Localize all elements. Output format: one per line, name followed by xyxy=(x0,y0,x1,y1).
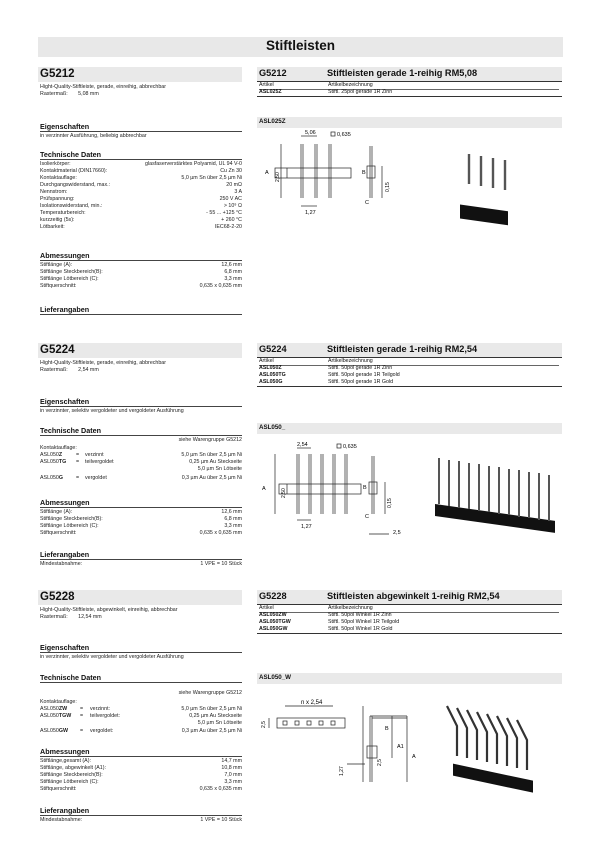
abm-value: 12,6 mm xyxy=(221,509,242,515)
tech-block xyxy=(40,426,242,487)
right-code: G5212 xyxy=(259,68,287,78)
kontakt-label: Kontaktauflage: xyxy=(40,699,77,705)
pins xyxy=(283,721,335,725)
table-row xyxy=(259,626,559,633)
variant-eq: = xyxy=(80,706,84,712)
tech-value: 3 A xyxy=(234,189,242,195)
variants-table xyxy=(40,684,242,740)
abm-value: 0,635 x 0,635 mm xyxy=(199,530,242,536)
tech-label: Isolierkörper: xyxy=(40,161,71,167)
eigenschaften-title: Eigenschaften xyxy=(40,397,242,407)
variant-desc: teilvergoldet xyxy=(85,459,114,465)
abm-label: Stiftlänge,gesamt (A): xyxy=(40,758,91,764)
article-code: ASL050G xyxy=(259,379,283,385)
square-icon xyxy=(331,132,335,136)
eigenschaften-title: Eigenschaften xyxy=(40,122,242,132)
article-code: ASL050ZW xyxy=(259,612,287,618)
drawing-label: ASL025Z xyxy=(259,118,286,125)
liefer-block xyxy=(40,305,242,315)
tech-label: Kontaktmaterial (DIN17660): xyxy=(40,168,108,174)
dim-square: 0,635 xyxy=(343,444,357,450)
dim-c: C xyxy=(365,200,369,206)
liefer-block xyxy=(40,550,242,569)
pins xyxy=(301,144,331,198)
dim-a: A xyxy=(265,170,269,176)
variant-row xyxy=(40,475,242,482)
variant-row xyxy=(40,452,242,459)
tech-label: Temperaturbereich: xyxy=(40,210,86,216)
technical-drawing-1 xyxy=(257,126,562,226)
variant-row xyxy=(40,459,242,466)
dim-height: 2,50 xyxy=(275,172,281,182)
table-row xyxy=(259,365,559,372)
article-desc: Stiftl. 50pol gerade 1R Zinn xyxy=(328,365,393,371)
abm-label: Stiftlänge (A): xyxy=(40,262,73,268)
raster-label: Rastermaß: xyxy=(40,614,68,620)
section-code: G5228 xyxy=(40,591,75,603)
abmessungen-table xyxy=(40,262,242,292)
article-table xyxy=(259,82,559,102)
eigenschaften-title: Eigenschaften xyxy=(40,643,242,653)
article-code: ASL050TGW xyxy=(259,619,291,625)
raster-value: 12,54 mm xyxy=(78,614,102,620)
variant-suffix: GW xyxy=(58,728,68,734)
article-desc: Stiftl. 50pol Winkel 1R Teilgold xyxy=(328,619,400,625)
right-title: Stiftleisten gerade 1-reihig RM2,54 xyxy=(327,344,478,354)
eigenschaften-block xyxy=(40,397,242,415)
variant-eq: = xyxy=(76,452,80,458)
eigenschaften-text: in verzinnter, selektiv vergoldeter und vergoldeter Ausführung xyxy=(40,408,184,414)
abm-value: 14,7 mm xyxy=(221,758,242,764)
variant-suffix: Z xyxy=(58,452,63,458)
article-header: Artikel xyxy=(259,82,274,88)
dim-b-dim: 1,27 xyxy=(301,524,312,530)
raster-line xyxy=(40,367,99,374)
technical-drawing-3 xyxy=(257,686,562,796)
variant-value: 0,3 µm Au über 2,5 µm Ni xyxy=(181,728,242,734)
raster-label: Rastermaß: xyxy=(40,91,68,97)
abmessungen-table xyxy=(40,758,242,794)
tech-label: Isolationswiderstand, min.: xyxy=(40,203,103,209)
dim-b-dim: 1,27 xyxy=(305,210,316,216)
liefer-title: Lieferangaben xyxy=(40,550,242,560)
section-description: Hight-Quality-Stiftleiste, gerade, einreihig, abbrechbar xyxy=(40,84,167,90)
abm-value: 6,8 mm xyxy=(224,269,242,275)
eigenschaften-text: in verzinnter, selektiv vergoldeter und vergoldeter Ausführung xyxy=(40,654,184,660)
variant-value: 5,0 µm Sn über 2,5 µm Ni xyxy=(181,706,242,712)
abm-label: Stiftlänge Lötbereich (C): xyxy=(40,779,99,785)
liefer-label: Mindestabnahme: xyxy=(40,817,83,823)
variant-code: ASL050 xyxy=(40,459,59,465)
technical-drawing-2 xyxy=(257,434,562,544)
dim-side: 0,15 xyxy=(385,182,391,192)
article-code: ASL050TG xyxy=(259,372,286,378)
abm-value: 3,3 mm xyxy=(224,779,242,785)
variants-table xyxy=(40,437,242,487)
abm-label: Stiftquerschnitt: xyxy=(40,530,77,536)
article-desc: Stiftl. 50pol gerade 1R Gold xyxy=(328,379,394,385)
liefer-value: 1 VPE = 10 Stück xyxy=(200,561,242,567)
dim-b: B xyxy=(385,726,389,732)
article-rule-bottom xyxy=(257,96,562,97)
table-row xyxy=(259,372,559,379)
product-image xyxy=(460,154,508,225)
dim-b: B xyxy=(363,485,367,491)
variant-row xyxy=(40,713,242,720)
raster-value: 5,08 mm xyxy=(78,91,99,97)
variant-extra: 5,0 µm Sn Lötseite xyxy=(197,466,242,472)
table-row xyxy=(259,612,559,619)
dim-height: 2,50 xyxy=(281,488,287,498)
liefer-title: Lieferangaben xyxy=(40,305,242,315)
abm-label: Stiftlänge Lötbereich (C): xyxy=(40,523,99,529)
dim-b: B xyxy=(362,170,366,176)
variant-row xyxy=(40,728,242,735)
tech-block xyxy=(40,673,242,740)
tech-label: kurzzeitig (5s): xyxy=(40,217,75,223)
article-desc: Stiftl. 50pol Winkel 1R Zinn xyxy=(328,612,392,618)
abm-label: Stiftquerschnitt: xyxy=(40,283,77,289)
dim-square: 0,635 xyxy=(337,132,351,138)
liefer-label: Mindestabnahme: xyxy=(40,561,83,567)
tech-value: - 55 ... +125 °C xyxy=(206,210,242,216)
variant-eq: = xyxy=(76,475,80,481)
page-title: Stiftleisten xyxy=(265,38,335,53)
article-header: Artikelbezeichnung xyxy=(328,82,373,88)
abmessungen-table xyxy=(40,509,242,539)
dim-c: C xyxy=(365,514,369,520)
liefer-block xyxy=(40,806,242,825)
variant-value: 5,0 µm Sn über 2,5 µm Ni xyxy=(181,452,242,458)
eigenschaften-block xyxy=(40,643,242,661)
tech-value: + 260 °C xyxy=(221,217,242,223)
variant-code: ASL050 xyxy=(40,728,59,734)
variant-value: 0,25 µm Au Steckseite xyxy=(189,459,242,465)
abm-label: Stiftlänge Lötbereich (C): xyxy=(40,276,99,282)
variant-eq: = xyxy=(80,713,84,719)
abmessungen-block xyxy=(40,747,242,794)
drawing-label: ASL050_ xyxy=(259,424,286,431)
variant-code: ASL050 xyxy=(40,475,59,481)
tech-block xyxy=(40,150,242,233)
drawing-label: ASL050_W xyxy=(259,674,291,681)
abm-value: 12,6 mm xyxy=(221,262,242,268)
table-row xyxy=(259,619,559,626)
square-icon xyxy=(337,444,341,448)
product-image xyxy=(447,706,533,793)
variant-desc: vergoldet xyxy=(85,475,107,481)
variant-desc: verzinnt: xyxy=(90,706,111,712)
abm-value: 0,635 x 0,635 mm xyxy=(199,283,242,289)
tech-label: Kontaktauflage: xyxy=(40,175,77,181)
tech-label: Durchgangswiderstand, max.: xyxy=(40,182,111,188)
drawing-band xyxy=(257,673,562,684)
variant-value: 0,25 µm Au Steckseite xyxy=(189,713,242,719)
tech-label: Lötbarkeit: xyxy=(40,224,65,230)
raster-value: 2,54 mm xyxy=(78,367,99,373)
article-header: Artikelbezeichnung xyxy=(328,605,373,611)
section-code: G5212 xyxy=(40,68,75,80)
eigenschaften-block xyxy=(40,122,242,140)
tech-value: glasfaserverstärktes Polyamid, UL 94 V-0 xyxy=(145,161,242,167)
tech-title: Technische Daten xyxy=(40,150,242,160)
abm-value: 0,635 x 0,635 mm xyxy=(199,786,242,792)
abm-value: 6,8 mm xyxy=(224,516,242,522)
tech-value: 5,0 µm Sn über 2,5 µm Ni xyxy=(181,175,242,181)
abm-label: Stiftlänge Steckbereich(B): xyxy=(40,516,103,522)
variant-code: ASL050 xyxy=(40,713,59,719)
dim-c-dim: 2,5 xyxy=(377,759,383,766)
abm-label: Stiftquerschnitt: xyxy=(40,786,77,792)
dim-b-dim: 1,27 xyxy=(339,766,345,776)
abm-label: Stiftlänge Steckbereich(B): xyxy=(40,772,103,778)
header-body xyxy=(275,168,351,178)
tech-note: siehe Warengruppe G5212 xyxy=(178,437,242,443)
raster-line xyxy=(40,91,99,98)
article-header: Artikel xyxy=(259,605,274,611)
article-desc: Stiftl. 50pol gerade 1R Teilgold xyxy=(328,372,400,378)
liefer-value: 1 VPE = 10 Stück xyxy=(200,817,242,823)
tech-title: Technische Daten xyxy=(40,426,242,436)
article-code: ASL050GW xyxy=(259,626,288,632)
right-title: Stiftleisten gerade 1-reihig RM5,08 xyxy=(327,68,478,78)
abm-value: 7,0 mm xyxy=(224,772,242,778)
variant-desc: verzinnt xyxy=(85,452,104,458)
article-rule-bottom xyxy=(257,386,562,387)
dim-pitch: 2,54 xyxy=(297,442,308,448)
article-desc: Stiftl. 50pol Winkel 1R Gold xyxy=(328,626,393,632)
dim-a1: A1 xyxy=(397,744,404,750)
variant-row xyxy=(40,706,242,713)
article-header: Artikel xyxy=(259,358,274,364)
raster-label: Rastermaß: xyxy=(40,367,68,373)
abmessungen-block xyxy=(40,251,242,292)
dim-c-dim: 2,5 xyxy=(393,530,401,536)
abm-value: 3,3 mm xyxy=(224,523,242,529)
variant-code: ASL050 xyxy=(40,706,59,712)
tech-value: 20 mΩ xyxy=(226,182,242,188)
abm-value: 3,3 mm xyxy=(224,276,242,282)
tech-label: Nennstrom: xyxy=(40,189,68,195)
section-description: Hight-Quality-Stiftleiste, abgewinkelt, einreihig, abbrechbar xyxy=(40,607,178,613)
tech-label: Prüfspannung: xyxy=(40,196,75,202)
raster-line xyxy=(40,614,102,621)
article-rule-bottom xyxy=(257,633,562,634)
variant-extra: 5,0 µm Sn Lötseite xyxy=(197,720,242,726)
variant-suffix: ZW xyxy=(58,706,68,712)
abm-label: Stiftlänge, abgewinkelt (A1): xyxy=(40,765,106,771)
variant-eq: = xyxy=(80,728,84,734)
dim-height: 2,5 xyxy=(261,721,267,728)
abmessungen-title: Abmessungen xyxy=(40,251,242,261)
variant-eq: = xyxy=(76,459,80,465)
variant-value: 0,3 µm Au über 2,5 µm Ni xyxy=(181,475,242,481)
variant-desc: teilvergoldet: xyxy=(90,713,121,719)
variant-suffix: TGW xyxy=(58,713,72,719)
tech-note: siehe Warengruppe G5212 xyxy=(178,690,242,696)
tech-value: 250 V AC xyxy=(219,196,242,202)
variant-desc: vergoldet: xyxy=(90,728,114,734)
section-description: Hight-Quality-Stiftleiste, gerade, einreihig, abbrechbar xyxy=(40,360,167,366)
eigenschaften-text: in verzinnter Ausführung, beliebig abbrechbar xyxy=(40,133,147,139)
product-image xyxy=(435,458,555,533)
tech-value: > 10⁹ Ω xyxy=(223,203,242,209)
abmessungen-title: Abmessungen xyxy=(40,498,242,508)
right-title: Stiftleisten abgewinkelt 1-reihig RM2,54 xyxy=(327,591,500,601)
right-code: G5224 xyxy=(259,344,287,354)
dim-pitch: 5,06 xyxy=(305,130,316,136)
section-code: G5224 xyxy=(40,344,75,356)
dim-side: 0,15 xyxy=(387,498,393,508)
tech-value: Cu Zn 30 xyxy=(220,168,242,174)
abm-label: Stiftlänge Steckbereich(B): xyxy=(40,269,103,275)
table-row xyxy=(259,89,559,96)
tech-table xyxy=(40,161,242,233)
dim-a: A xyxy=(262,486,266,492)
article-code: ASL025Z xyxy=(259,89,282,95)
variant-code: ASL050 xyxy=(40,452,59,458)
drawing-band xyxy=(257,423,562,434)
liefer-title: Lieferangaben xyxy=(40,806,242,816)
article-code: ASL050Z xyxy=(259,365,282,371)
variant-suffix: TG xyxy=(58,459,67,465)
kontakt-label: Kontaktauflage: xyxy=(40,445,77,451)
abm-value: 10,8 mm xyxy=(221,765,242,771)
abmessungen-block xyxy=(40,498,242,539)
abm-label: Stiftlänge (A): xyxy=(40,509,73,515)
variant-suffix: G xyxy=(58,475,63,481)
right-code: G5228 xyxy=(259,591,287,601)
dim-a: A xyxy=(412,754,416,760)
table-row xyxy=(259,379,559,386)
tech-value: IEC68-2-20 xyxy=(214,224,242,230)
tech-title: Technische Daten xyxy=(40,673,242,683)
article-header: Artikelbezeichnung xyxy=(328,358,373,364)
dim-pitch: n x 2,54 xyxy=(301,700,323,706)
article-desc: Stiftl. 25pol gerade 1R Zinn xyxy=(328,89,393,95)
abmessungen-title: Abmessungen xyxy=(40,747,242,757)
